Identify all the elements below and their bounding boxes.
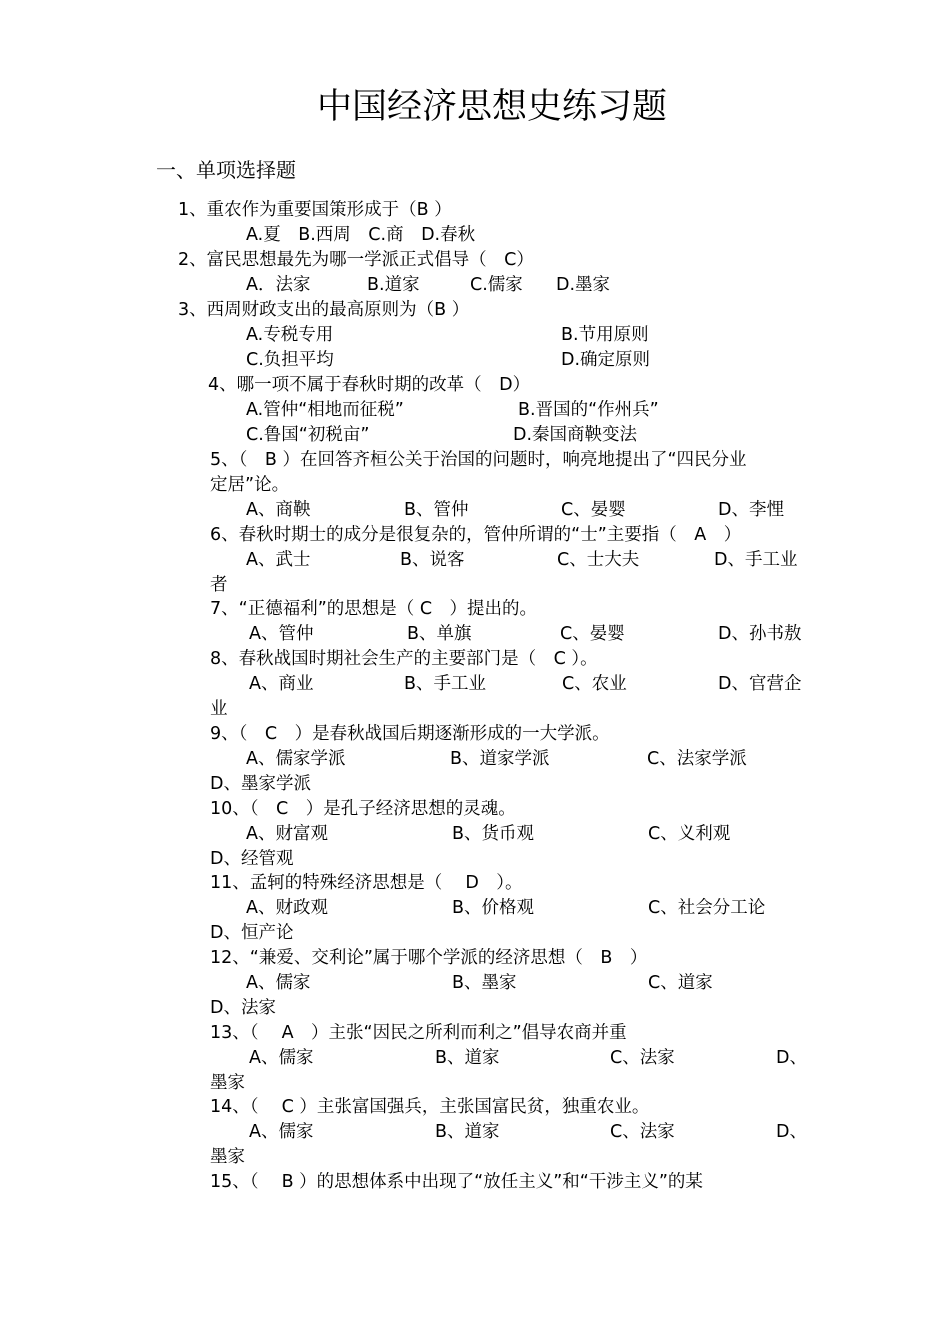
question-line: 8、春秋战国时期社会生产的主要部门是（ C ）。 [210, 649, 598, 669]
option: D.确定原则 [561, 350, 651, 370]
option: A、武士 [246, 550, 311, 570]
option: B.晋国的“作州兵” [518, 400, 659, 420]
option: C、农业 [562, 674, 627, 694]
option: D、法家 [210, 998, 276, 1018]
option: A.管仲“相地而征税” [246, 400, 404, 420]
option: A.专税专用 [246, 325, 334, 345]
option: C、社会分工论 [648, 898, 766, 918]
question-line: 15、（ B ）的思想体系中出现了“放任主义”和“干涉主义”的某 [210, 1172, 703, 1192]
question-line: 定居”论。 [210, 475, 290, 495]
question-line: 6、春秋时期士的成分是很复杂的，管仲所谓的“士”主要指（ A ） [210, 525, 742, 545]
option: D.墨家 [556, 275, 611, 295]
question-line: 4、哪一项不属于春秋时期的改革（ D） [208, 375, 531, 395]
option: B、墨家 [452, 973, 517, 993]
question-line: 7、“正德福利”的思想是（ C ）提出的。 [210, 599, 538, 619]
page-title: 中国经济思想史练习题 [316, 87, 667, 127]
option: C、晏婴 [560, 624, 625, 644]
option: D、孙书敖 [718, 624, 802, 644]
question-line: 14、（ C ）主张富国强兵，主张国富民贫，独重农业。 [210, 1097, 650, 1117]
option: C.负担平均 [246, 350, 334, 370]
section-heading: 一、单项选择题 [156, 158, 296, 182]
option: C、晏婴 [561, 500, 626, 520]
question-line: 10、（ C ）是孔子经济思想的灵魂。 [210, 799, 516, 819]
option: C、道家 [648, 973, 713, 993]
option: C、法家 [610, 1122, 675, 1142]
option: C、法家学派 [647, 749, 747, 769]
option: D、 [776, 1048, 807, 1068]
option-continuation: 者 [210, 575, 228, 595]
option-line: A.夏 B.西周 C.商 D.春秋 [246, 225, 476, 245]
option: D、恒产论 [210, 923, 294, 943]
question-line: 1、重农作为重要国策形成于（B ） [178, 200, 452, 220]
option-continuation: 墨家 [210, 1147, 245, 1167]
question-line: 5、（ B ）在回答齐桓公关于治国的问题时，响亮地提出了“四民分业 [210, 450, 747, 470]
option: D、李悝 [718, 500, 784, 520]
option: C.鲁国“初税亩” [246, 425, 370, 445]
option: B.节用原则 [561, 325, 649, 345]
question-line: 13、（ A ）主张“因民之所利而利之”倡导农商并重 [210, 1023, 627, 1043]
option: C、义利观 [648, 824, 731, 844]
option: A、财政观 [246, 898, 328, 918]
question-line: 9、（ C ）是春秋战国后期逐渐形成的一大学派。 [210, 724, 610, 744]
option: D、经管观 [210, 849, 294, 869]
option: D、官营企 [718, 674, 802, 694]
option: A、商鞅 [246, 500, 311, 520]
option: B、道家 [435, 1122, 500, 1142]
option: C、法家 [610, 1048, 675, 1068]
option: B、货币观 [452, 824, 535, 844]
option: C、士大夫 [557, 550, 640, 570]
option: A、商业 [249, 674, 314, 694]
option: A、财富观 [246, 824, 328, 844]
option: B、管仲 [404, 500, 469, 520]
option: B、说客 [400, 550, 465, 570]
option-continuation: 墨家 [210, 1073, 245, 1093]
option: B、价格观 [452, 898, 535, 918]
option: A、儒家 [246, 973, 311, 993]
option: A、儒家 [249, 1122, 314, 1142]
option: D.秦国商鞅变法 [513, 425, 638, 445]
option: D、手工业 [714, 550, 798, 570]
question-line: 3、西周财政支出的最高原则为（B ） [178, 300, 470, 320]
option: B.道家 [367, 275, 420, 295]
option: A、管仲 [249, 624, 314, 644]
question-line: 12、“兼爱、交利论”属于哪个学派的经济思想（ B ） [210, 948, 648, 968]
option: D、 [776, 1122, 807, 1142]
option: D、墨家学派 [210, 774, 311, 794]
option: B、单旗 [407, 624, 472, 644]
option: A、儒家学派 [246, 749, 346, 769]
option: B、手工业 [404, 674, 487, 694]
question-line: 2、富民思想最先为哪一学派正式倡导（ C） [178, 250, 534, 270]
question-line: 11、孟轲的特殊经济思想是（ D ）。 [210, 873, 523, 893]
option-continuation: 业 [210, 699, 228, 719]
option: B、道家 [435, 1048, 500, 1068]
option: A．法家 [246, 275, 311, 295]
option: C.儒家 [470, 275, 523, 295]
option: B、道家学派 [450, 749, 550, 769]
option: A、儒家 [249, 1048, 314, 1068]
